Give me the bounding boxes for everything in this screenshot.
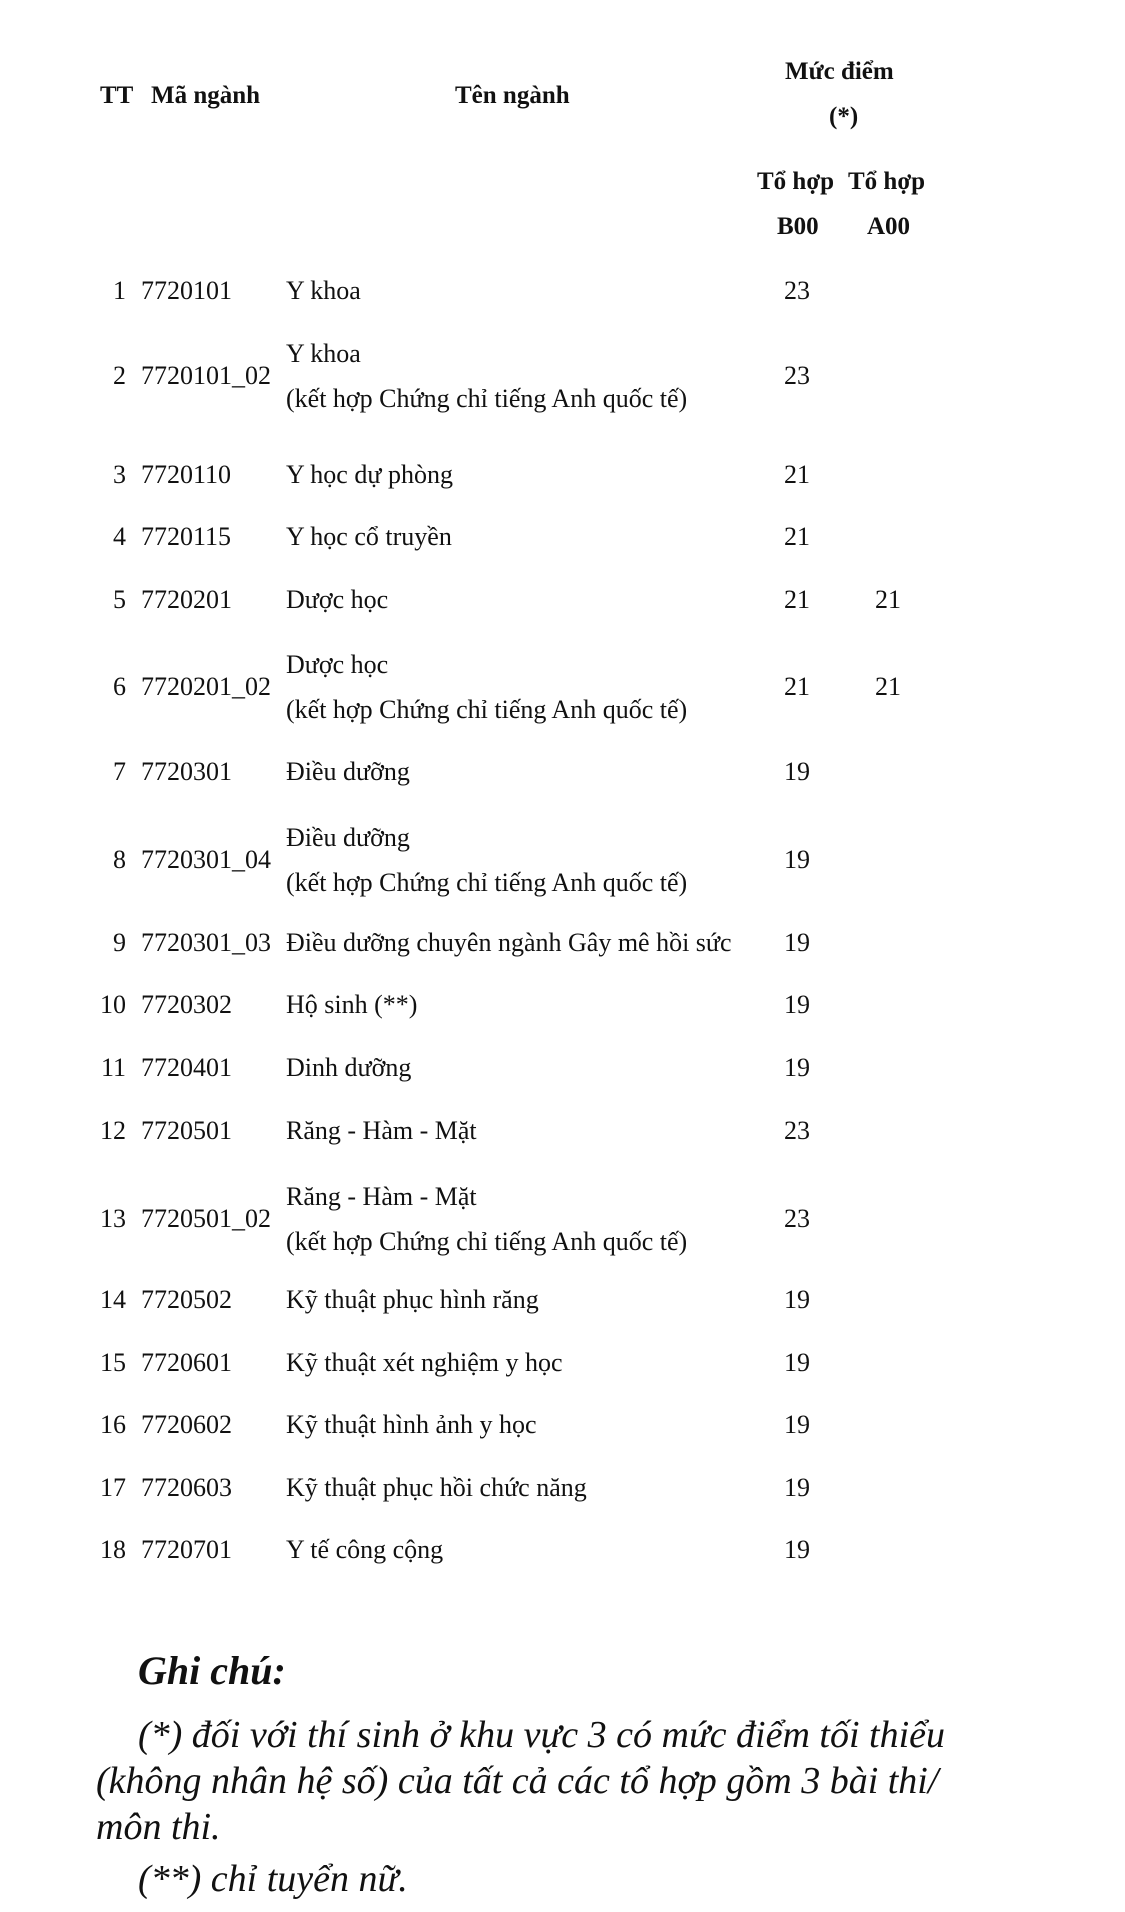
note-1-line-2: (không nhân hệ số) của tất cả các tổ hợp gồm 3 bài thi/	[96, 1760, 939, 1802]
major-name: Y tế công cộng	[286, 1535, 444, 1564]
major-name: Điều dưỡng chuyên ngành Gây mê hồi sức	[286, 928, 732, 957]
row-number: 8	[113, 845, 126, 874]
major-code: 7720110	[141, 460, 232, 489]
header-group-b-code: B00	[777, 213, 819, 240]
notes-title: Ghi chú:	[138, 1648, 286, 1693]
row-number: 2	[113, 361, 126, 390]
row-number: 14	[100, 1285, 126, 1314]
note-2: (**) chỉ tuyển nữ.	[138, 1858, 408, 1900]
header-code: Mã ngành	[151, 82, 261, 109]
row-number: 11	[100, 1053, 126, 1082]
major-code: 7720701	[141, 1535, 232, 1564]
major-name: Dược học	[286, 650, 389, 679]
score-b00: 23	[784, 276, 810, 305]
major-code: 7720201_02	[141, 672, 271, 701]
major-code: 7720601	[141, 1348, 232, 1377]
score-b00: 19	[784, 1410, 810, 1439]
row-number: 16	[100, 1410, 126, 1439]
major-name: Dinh dưỡng	[286, 1053, 412, 1082]
header-tt: TT	[100, 82, 134, 109]
score-b00: 19	[784, 1535, 810, 1564]
major-name: Hộ sinh (**)	[286, 990, 418, 1019]
note-1-line-3: môn thi.	[96, 1806, 221, 1848]
major-name: Điều dưỡng	[286, 823, 410, 852]
score-a00: 21	[875, 672, 901, 701]
score-b00: 19	[784, 1473, 810, 1502]
row-number: 18	[100, 1535, 126, 1564]
major-code: 7720101	[141, 276, 232, 305]
major-name: Y khoa	[286, 276, 361, 305]
score-b00: 19	[784, 845, 810, 874]
row-number: 13	[100, 1204, 126, 1233]
major-name: Dược học	[286, 585, 389, 614]
score-b00: 21	[784, 672, 810, 701]
score-b00: 19	[784, 928, 810, 957]
major-code: 7720101_02	[141, 361, 271, 390]
score-b00: 19	[784, 1348, 810, 1377]
major-code: 7720602	[141, 1410, 232, 1439]
header-group-a-code: A00	[867, 213, 911, 240]
header-group-a: Tổ hợp	[848, 168, 926, 195]
major-code: 7720201	[141, 585, 232, 614]
major-name: Y học dự phòng	[286, 460, 453, 489]
row-number: 15	[100, 1348, 126, 1377]
score-b00: 19	[784, 1285, 810, 1314]
major-name: Y học cổ truyền	[286, 522, 452, 551]
score-b00: 19	[784, 990, 810, 1019]
score-b00: 19	[784, 1053, 810, 1082]
row-number: 6	[113, 672, 126, 701]
note-1-line-1: (*) đối với thí sinh ở khu vực 3 có mức điểm tối thiểu	[138, 1714, 945, 1756]
major-name: Kỹ thuật xét nghiệm y học	[286, 1348, 563, 1377]
row-number: 17	[100, 1473, 126, 1502]
major-code: 7720301_04	[141, 845, 271, 874]
score-b00: 23	[784, 1204, 810, 1233]
major-name: Điều dưỡng	[286, 757, 410, 786]
score-b00: 21	[784, 460, 810, 489]
major-code: 7720301_03	[141, 928, 271, 957]
row-number: 10	[100, 990, 126, 1019]
score-b00: 23	[784, 361, 810, 390]
major-name-note: (kết hợp Chứng chỉ tiếng Anh quốc tế)	[286, 868, 688, 897]
score-b00: 23	[784, 1116, 810, 1145]
major-code: 7720603	[141, 1473, 232, 1502]
major-name: Răng - Hàm - Mặt	[286, 1182, 477, 1211]
major-name-note: (kết hợp Chứng chỉ tiếng Anh quốc tế)	[286, 695, 688, 724]
major-name-note: (kết hợp Chứng chỉ tiếng Anh quốc tế)	[286, 1227, 688, 1256]
row-number: 9	[113, 928, 126, 957]
major-name-note: (kết hợp Chứng chỉ tiếng Anh quốc tế)	[286, 384, 688, 413]
major-code: 7720502	[141, 1285, 232, 1314]
major-code: 7720501	[141, 1116, 232, 1145]
row-number: 7	[113, 757, 126, 786]
major-name: Y khoa	[286, 339, 361, 368]
major-name: Răng - Hàm - Mặt	[286, 1116, 477, 1145]
header-score: Mức điểm	[785, 58, 894, 85]
row-number: 1	[113, 276, 126, 305]
major-name: Kỹ thuật hình ảnh y học	[286, 1410, 537, 1439]
major-name: Kỹ thuật phục hồi chức năng	[286, 1473, 587, 1502]
score-b00: 19	[784, 757, 810, 786]
header-group-b: Tổ hợp	[757, 168, 835, 195]
major-code: 7720401	[141, 1053, 232, 1082]
score-b00: 21	[784, 585, 810, 614]
major-code: 7720501_02	[141, 1204, 271, 1233]
score-b00: 21	[784, 522, 810, 551]
major-code: 7720302	[141, 990, 232, 1019]
row-number: 4	[113, 522, 126, 551]
header-name: Tên ngành	[455, 82, 570, 109]
header-score-note: (*)	[829, 103, 859, 130]
score-a00: 21	[875, 585, 901, 614]
major-code: 7720301	[141, 757, 232, 786]
major-name: Kỹ thuật phục hình răng	[286, 1285, 539, 1314]
major-code: 7720115	[141, 522, 232, 551]
row-number: 12	[100, 1116, 126, 1145]
row-number: 3	[113, 460, 126, 489]
row-number: 5	[113, 585, 126, 614]
